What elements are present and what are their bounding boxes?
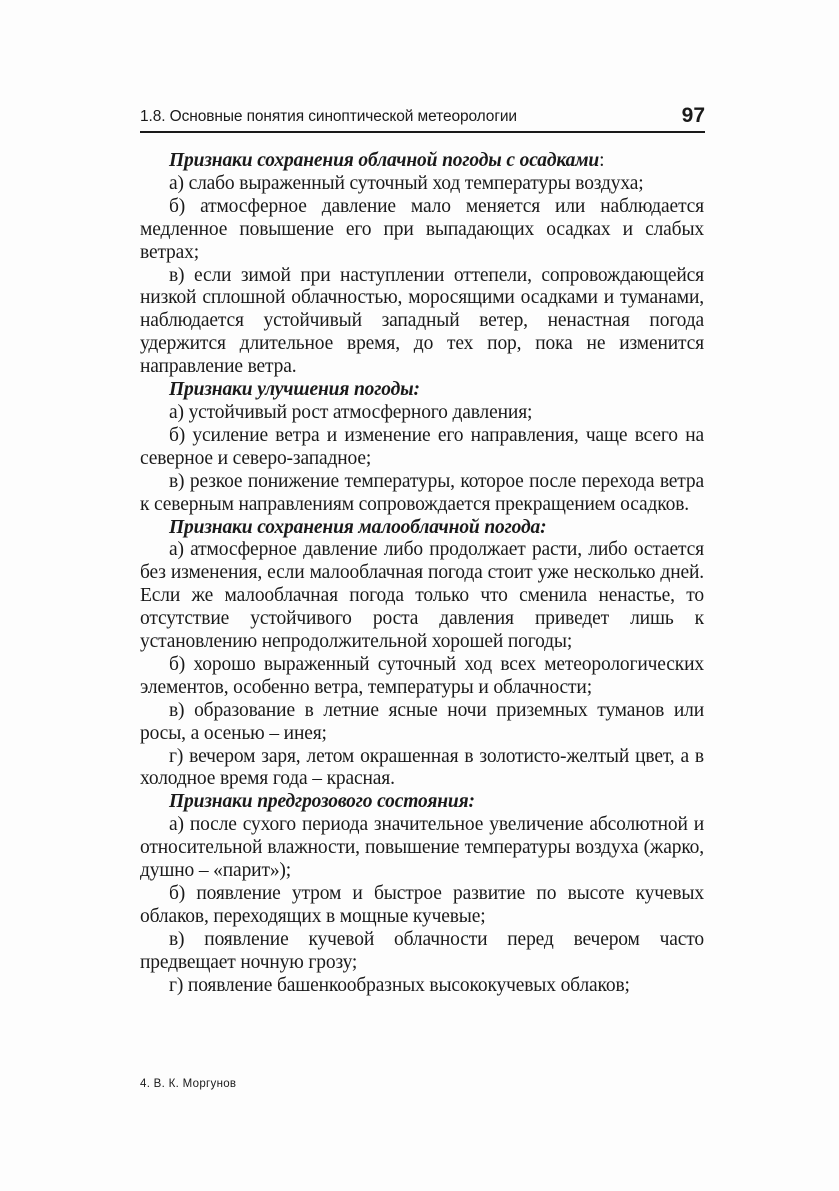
heading-suffix: : [599, 150, 605, 171]
list-item: в) образование в летние ясные ночи приземных туманов или росы, а осенью – инея; [140, 699, 704, 744]
section-heading [140, 517, 704, 540]
section-heading [140, 150, 704, 173]
list-item: г) вечером заря, летом окрашенная в золотисто-желтый цвет, а в холодное время года – красная. [140, 745, 704, 790]
running-head-title: 1.8. Основные понятия синоптической метеорологии [140, 108, 517, 125]
list-item: б) хорошо выраженный суточный ход всех метеорологических элементов, особенно ветра, температуры и облачности; [140, 653, 704, 698]
list-item: в) резкое понижение температуры, которое после перехода ветра к северным направлениям сопровождается прекращением осадков. [140, 470, 704, 515]
list-item: б) атмосферное давление мало меняется или наблюдается медленное повышение его при выпадающих осадках и слабых ветрах; [140, 195, 704, 263]
section-heading [140, 379, 704, 402]
list-item: а) слабо выраженный суточный ход температуры воздуха; [169, 172, 644, 194]
list-item: а) атмосферное давление либо продолжает расти, либо остается без изменения, если малооблачная погода стоит уже несколько дней. Если же малооблачная погода только что сменила ненастье, то отсутствие устойчивого роста давления приведет лишь к установлению непродолжительной хорошей погоды; [140, 539, 704, 653]
heading-text: Признаки сохранения облачной погоды с осадками [169, 150, 600, 171]
list-item: б) усиление ветра и изменение его направления, чаще всего на северное и северо-западное; [140, 424, 704, 469]
list-item: а) устойчивый рост атмосферного давления; [169, 401, 533, 423]
list-item: в) если зимой при наступлении оттепели, сопровождающейся низкой сплошной облачностью, моросящими осадками и туманами, наблюдается устойчивый западный ветер, ненастная погода удержится длительное время, до тех пор, пока не изменится направление ветра. [140, 264, 704, 378]
list-item: г) появление башенкообразных высококучевых облаков; [169, 974, 630, 996]
signature-mark: 4. В. К. Моргунов [140, 1078, 237, 1090]
page-number: 97 [681, 104, 705, 127]
list-item: б) появление утром и быстрое развитие по высоте кучевых облаков, переходящих в мощные кучевые; [140, 883, 704, 927]
list-item: в) появление кучевой облачности перед вечером часто предвещает ночную грозу; [140, 928, 704, 973]
heading-text: Признаки предгрозового состояния: [169, 791, 475, 813]
section-heading [140, 791, 704, 814]
heading-text: Признаки сохранения малооблачной погода: [169, 516, 547, 538]
running-head [140, 104, 705, 130]
list-item: а) после сухого периода значительное увеличение абсолютной и относительной влажности, повышение температуры воздуха (жарко, душно – «парит»); [140, 814, 704, 882]
heading-text: Признаки улучшения погоды: [169, 379, 420, 401]
body-text [140, 150, 704, 998]
header-rule [140, 131, 705, 133]
